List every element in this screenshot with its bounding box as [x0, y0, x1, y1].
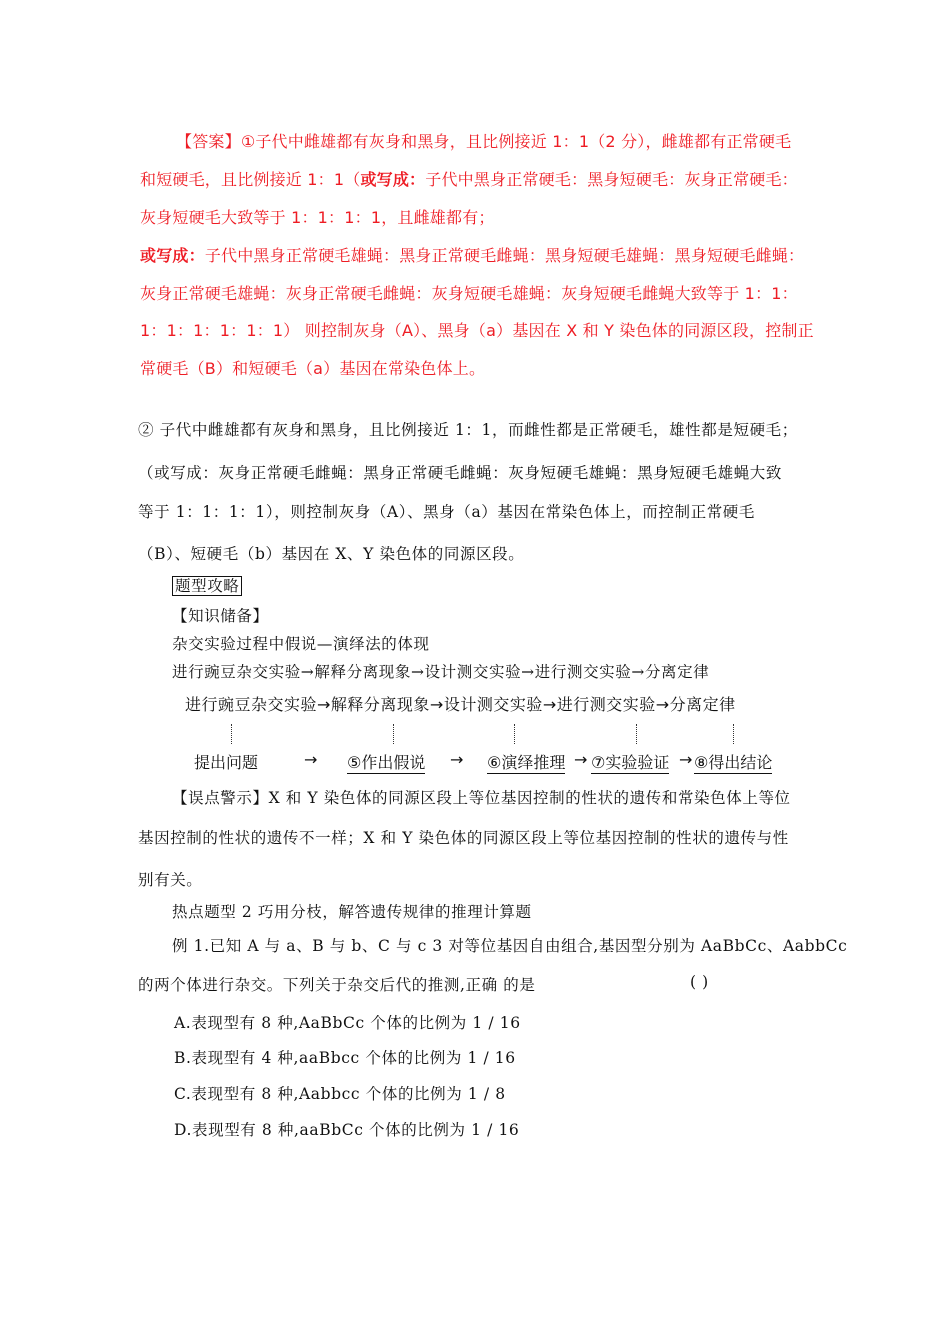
strategy-line-1: 杂交实验过程中假说—演绎法的体现 [172, 635, 430, 653]
part2-line-2: （或写成：灰身正常硬毛雌蝇：黑身正常硬毛雌蝇：灰身短硬毛雄蝇：黑身短硬毛雄蝇大致 [138, 464, 783, 482]
step-verify-label: ⑦实验验证 [591, 753, 670, 772]
part2-line-1: ② 子代中雌雄都有灰身和黑身，且比例接近 1：1，而雌性都是正常硬毛，雄性都是短硬毛； [138, 421, 798, 439]
answer-line4-text: 子代中黑身正常硬毛雄蝇：黑身正常硬毛雌蝇：黑身短硬毛雄蝇：黑身短硬毛雌蝇： [204, 246, 805, 265]
diagram-dotted-1 [231, 724, 232, 744]
diagram-step-ask: 提出问题 [194, 753, 259, 772]
hot-topic-title: 热点题型 2 巧用分枝，解答遗传规律的推理计算题 [172, 903, 532, 921]
part2-line-4: （B）、短硬毛（b）基因在 X、Y 染色体的同源区段。 [138, 545, 525, 563]
strategy-title-box: 题型攻略 [172, 576, 242, 596]
strategy-line-2: 进行豌豆杂交实验→解释分离现象→设计测交实验→进行测交实验→分离定律 [172, 663, 710, 681]
answer-line-4 [140, 243, 804, 266]
diagram-arrow-1: → [304, 750, 318, 769]
or-write-label-1: 或写成： [360, 170, 426, 189]
option-b: B.表现型有 4 种,aaBbcc 个体的比例为 1 / 16 [174, 1049, 516, 1067]
warning-line-2: 基因控制的性状的遗传不一样；X 和 Y 染色体的同源区段上等位基因控制的性状的遗传与性 [138, 829, 789, 847]
warning-tag: 【误点警示】 [172, 789, 269, 807]
diagram-arrow-3: → [574, 750, 588, 769]
diagram-dotted-2 [393, 724, 394, 744]
question-line-2: 的两个体进行杂交。下列关于杂交后代的推测,正确 的是 [138, 976, 536, 994]
option-c: C.表现型有 8 种,Aabbcc 个体的比例为 1 / 8 [174, 1085, 506, 1103]
answer-paren: ( ) [690, 973, 709, 991]
answer-tag: 【答案】 [176, 132, 241, 151]
diagram-step-conclude [694, 750, 772, 773]
answer-line-6: 1：1：1：1：1：1） 则控制灰身（A）、黑身（a）基因在 X 和 Y 染色体的同源区段，控制正 [140, 321, 814, 340]
knowledge-heading: 【知识储备】 [172, 607, 269, 625]
diagram-dotted-4 [636, 724, 637, 744]
warning-line-3: 别有关。 [138, 871, 203, 889]
answer-line-5: 灰身正常硬毛雄蝇：灰身正常硬毛雌蝇：灰身短硬毛雄蝇：灰身短硬毛雌蝇大致等于 1：1： [140, 284, 798, 303]
answer-line-2 [140, 167, 798, 190]
warning-line1-text: X 和 Y 染色体的同源区段上等位基因控制的性状的遗传和常染色体上等位 [268, 789, 791, 807]
diagram-arrow-2: → [450, 750, 464, 769]
diagram-step-verify [591, 750, 669, 773]
diagram-step-hypothesis [347, 750, 425, 773]
step-hypothesis-label: ⑤作出假说 [347, 753, 426, 772]
strategy-title [172, 574, 242, 596]
answer-line2-pre: 和短硬毛，且比例接近 1：1（ [140, 170, 361, 189]
part2-line-3: 等于 1：1：1：1），则控制灰身（A）、黑身（a）基因在常染色体上，而控制正常硬毛 [138, 503, 756, 521]
answer-line-1 [176, 129, 791, 152]
step-deduction-label: ⑥演绎推理 [487, 753, 566, 772]
or-write-label-2: 或写成： [140, 246, 205, 265]
diagram-top-row: 进行豌豆杂交实验→解释分离现象→设计测交实验→进行测交实验→分离定律 [185, 695, 736, 714]
diagram-arrow-4: → [679, 750, 693, 769]
answer-line-3: 灰身短硬毛大致等于 1：1：1：1，且雌雄都有； [140, 208, 495, 227]
step-conclude-label: ⑧得出结论 [694, 753, 773, 772]
option-a: A.表现型有 8 种,AaBbCc 个体的比例为 1 / 16 [174, 1014, 521, 1032]
diagram-dotted-3 [514, 724, 515, 744]
answer-line-7: 常硬毛（B）和短硬毛（a）基因在常染色体上。 [140, 359, 486, 378]
diagram-dotted-5 [733, 724, 734, 744]
warning-line-1 [172, 786, 791, 808]
option-d: D.表现型有 8 种,aaBbCc 个体的比例为 1 / 16 [174, 1121, 520, 1139]
answer-line1-text: ①子代中雌雄都有灰身和黑身，且比例接近 1：1（2 分），雌雄都有正常硬毛 [240, 132, 792, 151]
question-line-1: 例 1.已知 A 与 a、B 与 b、C 与 c 3 对等位基因自由组合,基因型分别为 AaBbCc、AabbCc [172, 937, 848, 955]
answer-line2-post: 子代中黑身正常硬毛：黑身短硬毛：灰身正常硬毛： [425, 170, 798, 189]
diagram-step-deduction [487, 750, 565, 773]
